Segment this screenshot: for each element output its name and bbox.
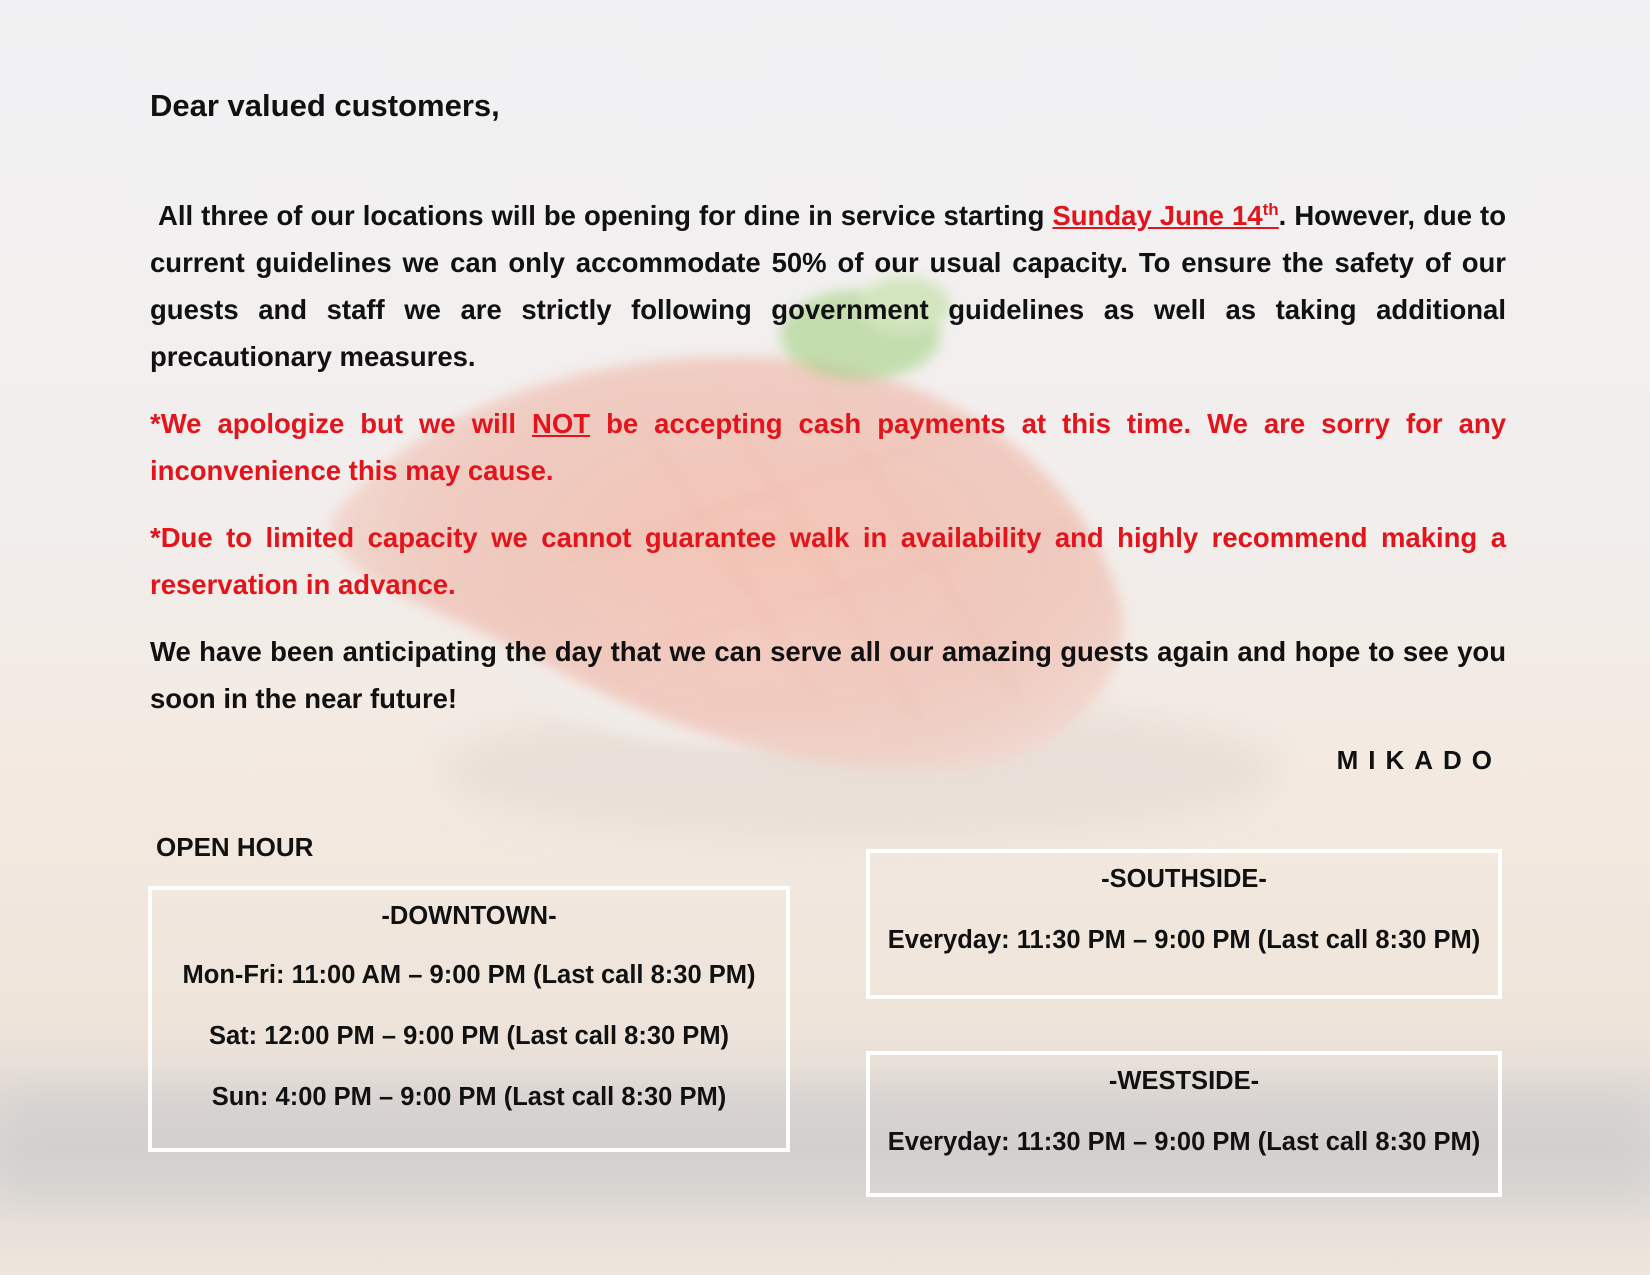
- greeting: Dear valued customers,: [150, 88, 500, 123]
- reopening-date-text: Sunday June 14: [1052, 200, 1263, 231]
- cash-notice: [150, 400, 1506, 494]
- reservation-notice: *Due to limited capacity we cannot guarantee walk in availability and highly recommend making a reservation in advance.: [150, 522, 1506, 600]
- closing-message: We have been anticipating the day that we can serve all our amazing guests again and hope to see you soon in the near future!: [150, 636, 1506, 714]
- announcement-text-start: All three of our locations will be opening for dine in service starting: [158, 200, 1053, 231]
- westside-hours-line: Everyday: 11:30 PM – 9:00 PM (Last call 8:30 PM): [887, 1128, 1481, 1156]
- southside-hours-box: [866, 849, 1502, 999]
- reopening-date: [1052, 200, 1278, 231]
- open-hours-heading: OPEN HOUR: [156, 832, 314, 862]
- downtown-hours-box: [148, 886, 790, 1152]
- downtown-hours-line: Mon-Fri: 11:00 AM – 9:00 PM (Last call 8:30 PM): [182, 961, 756, 989]
- downtown-hours-line: Sun: 4:00 PM – 9:00 PM (Last call 8:30 PM): [211, 1083, 727, 1111]
- announcement-text-end: . However, due to current guidelines we can only accommodate 50% of our usual capacity. To ensure the safety of our guests and staff we are strictly following government guidelines as well as taking additional precautionary measures.: [150, 200, 1506, 372]
- reopening-date-suffix: th: [1262, 199, 1279, 219]
- southside-title: -SOUTHSIDE-: [1101, 865, 1267, 893]
- downtown-title: -DOWNTOWN-: [381, 902, 557, 930]
- downtown-hours-line: Sat: 12:00 PM – 9:00 PM (Last call 8:30 PM): [208, 1022, 730, 1050]
- southside-hours-line: Everyday: 11:30 PM – 9:00 PM (Last call 8:30 PM): [887, 926, 1481, 954]
- signature: MIKADO: [1336, 745, 1502, 775]
- cash-notice-end: be accepting cash payments at this time. We are sorry for any inconvenience this may cause.: [150, 408, 1506, 486]
- opening-announcement: [150, 192, 1506, 380]
- westside-title: -WESTSIDE-: [1108, 1067, 1260, 1095]
- cash-notice-start: *We apologize but we will: [150, 408, 533, 439]
- westside-hours-box: [866, 1051, 1502, 1197]
- cash-notice-emphasis: NOT: [532, 408, 591, 439]
